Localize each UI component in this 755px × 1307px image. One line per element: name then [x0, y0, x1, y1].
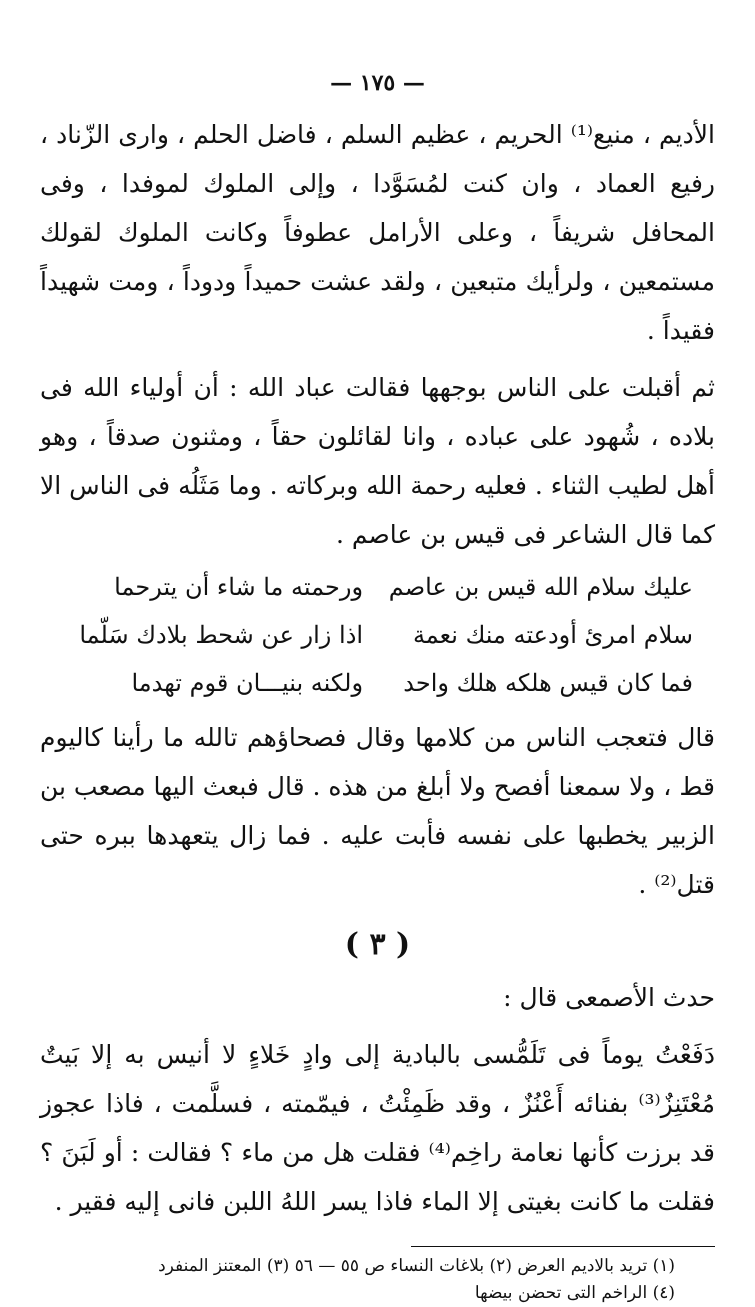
verse-second-hemistich: ورحمته ما شاء أن يترحما — [114, 573, 364, 601]
verse-line — [40, 659, 715, 707]
footnote-line: (١) تريد بالاديم العرض (٢) بلاغات النساء ص ٥٥ — ٥٦ (٣) المعتنز المنفرد — [158, 1256, 675, 1276]
paragraph-asmai: دَفَعْتُ يوماً فى تَلَمُّسى بالبادية إلى وادٍ خَلاءٍ لا أنيس به إلا بَيتٌ مُعْتَنِزٌ⁽³⁾ بفنائه أَعْنُزٌ ، وقد ظَمِئْتُ ، فيمّمته ، فسلَّمت ، فاذا عجوز قد برزت كأنها نعامة راخِم⁽⁴⁾ فقلت هل من ماء ؟ فقالت : أو لَبَنَ ؟ فقلت ما كانت بغيتى إلا الماء فاذا يسر اللهُ اللبن فانى إليه فقير . — [40, 1040, 715, 1216]
footnote-line: (٤) الراخم التى تحضن بيضها — [474, 1283, 675, 1303]
poem — [40, 563, 715, 707]
verse-line — [40, 563, 715, 611]
page-number: — ١٧٥ — — [330, 70, 425, 96]
section-heading: ( ٣ ) — [344, 927, 411, 962]
paragraph-reaction: قال فتعجب الناس من كلامها وقال فصحاؤهم تالله ما رأينا كاليوم قط ، ولا سمعنا أفصح ولا أبلغ من هذه . قال فبعث اليها مصعب بن الزبير يخطبها على نفسه فأبت عليه . فما زال يتعهدها ببره حتى قتل⁽²⁾ . — [39, 723, 715, 899]
verse-first-hemistich: فما كان قيس هلكه هلك واحد — [403, 669, 693, 697]
verse-first-hemistich: سلام امرئ أودعته منك نعمة — [412, 621, 693, 649]
section-intro: حدث الأصمعى قال : — [503, 983, 715, 1012]
footnotes-divider — [411, 1246, 715, 1247]
verse-line — [40, 611, 715, 659]
paragraph-eulogy: الأديم ، منيع⁽¹⁾ الحريم ، عظيم السلم ، فاضل الحلم ، وارى الزّناد ، رفيع العماد ، وان كنت لمُسَوَّدا ، وإلى الملوك لموفدا ، وفى المحافل شريفاً ، وعلى الأرامل عطوفاً وكانت الملوك لقولك مستمعين ، ولرأيك متبعين ، ولقد عشت حميداً ودوداً ، ومت شهيداً فقيداً . — [40, 120, 715, 345]
verse-first-hemistich: عليك سلام الله قيس بن عاصم — [388, 573, 693, 601]
paragraph-address: ثم أقبلت على الناس بوجهها فقالت عباد الله : أن أولياء الله فى بلاده ، شُهود على عباده ، وانا لقائلون حقاً ، ومثنون صدقاً ، وهو أهل لطيب الثناء . فعليه رحمة الله وبركاته . وما مَثَلُه فى الناس الا كما قال الشاعر فى قيس بن عاصم . — [40, 373, 715, 549]
verse-second-hemistich: ولكنه بنيـــان قوم تهدما — [131, 669, 364, 697]
verse-second-hemistich: اذا زار عن شحط بلادك سَلّما — [79, 621, 364, 649]
